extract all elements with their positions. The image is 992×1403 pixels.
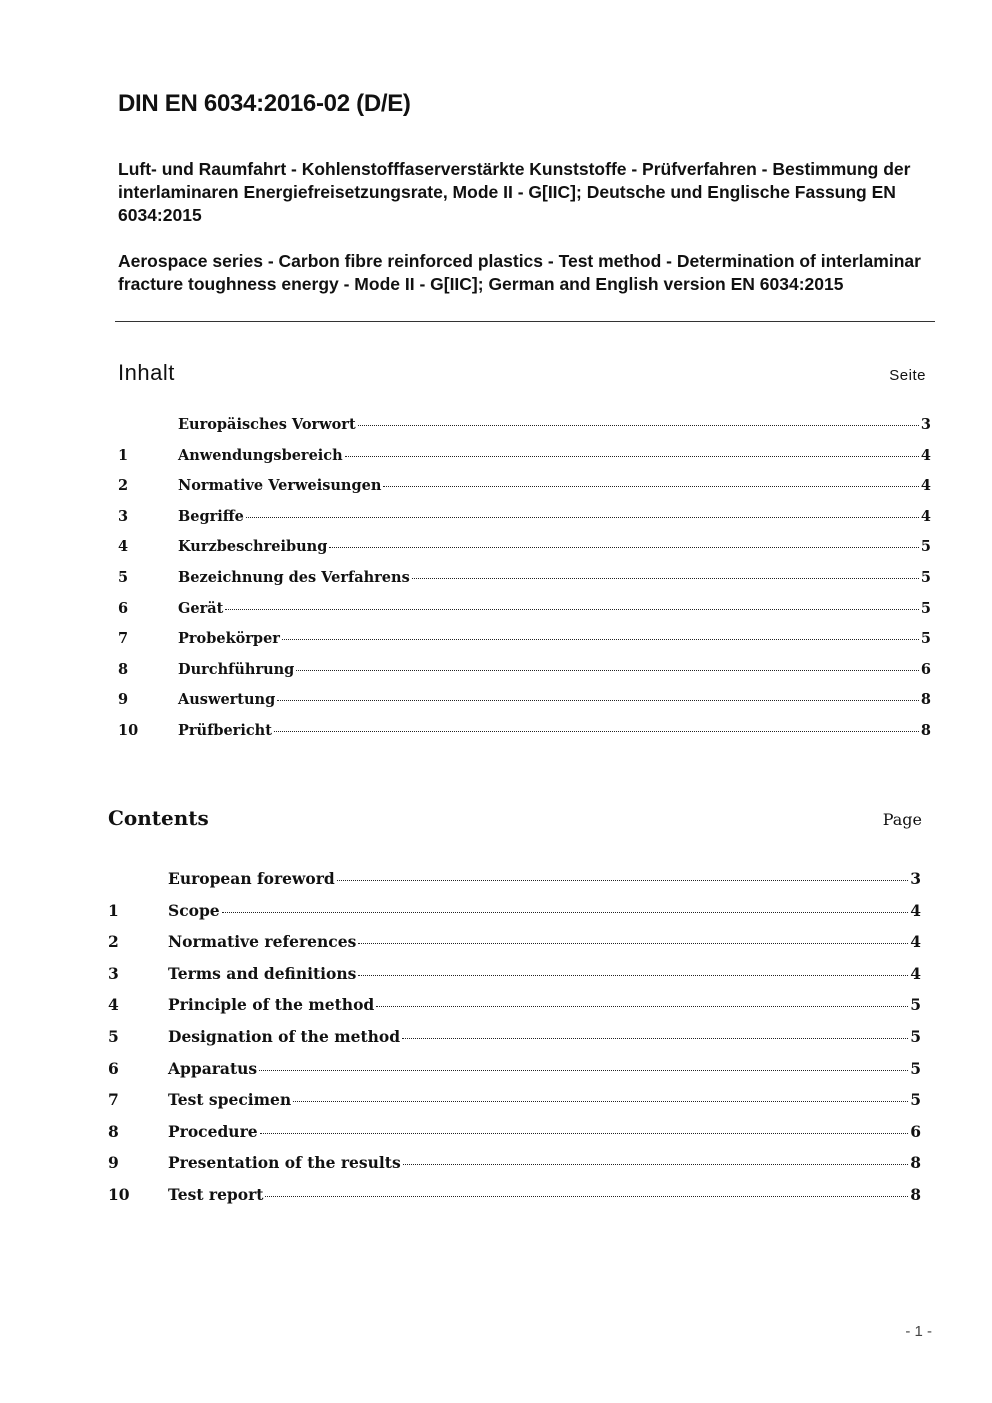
toc-entry-number: 10 bbox=[118, 721, 139, 739]
toc-dot-leader bbox=[225, 609, 919, 610]
toc-dot-leader bbox=[412, 578, 919, 579]
toc-dot-leader bbox=[296, 670, 919, 671]
toc-entry-label: Gerät bbox=[178, 599, 224, 617]
toc-entry-number: 4 bbox=[108, 995, 119, 1015]
toc-dot-leader bbox=[358, 943, 908, 944]
toc-entry-page: 4 bbox=[910, 900, 921, 920]
toc-entry-label: Normative references bbox=[168, 932, 357, 952]
toc-entry-page: 4 bbox=[920, 446, 931, 464]
toc-entry-label: Designation of the method bbox=[168, 1026, 401, 1046]
toc-entry-label: Terms and definitions bbox=[168, 963, 357, 983]
toc-entry-number: 3 bbox=[118, 507, 129, 525]
toc-entry-page: 4 bbox=[920, 477, 931, 495]
toc-entry-label: Begriffe bbox=[178, 507, 244, 525]
toc-dot-leader bbox=[337, 880, 908, 881]
toc-entry[interactable] bbox=[108, 1153, 921, 1185]
toc-entry-label: European foreword bbox=[168, 869, 335, 888]
toc-entry-page: 5 bbox=[920, 599, 931, 617]
toc-entry-label: Test report bbox=[168, 1184, 264, 1204]
toc-header-german bbox=[118, 360, 926, 386]
toc-heading-german: Inhalt bbox=[118, 360, 175, 385]
toc-dot-leader bbox=[259, 1070, 908, 1071]
toc-entry-number: 8 bbox=[118, 660, 129, 678]
toc-dot-leader bbox=[222, 912, 909, 913]
document-title: DIN EN 6034:2016-02 (D/E) bbox=[118, 90, 411, 117]
toc-heading-english: Contents bbox=[108, 806, 209, 830]
toc-entry[interactable] bbox=[118, 600, 931, 631]
toc-entry-label: Apparatus bbox=[168, 1058, 258, 1078]
toc-dot-leader bbox=[402, 1038, 908, 1039]
toc-dot-leader bbox=[376, 1006, 908, 1007]
toc-entry-page: 5 bbox=[910, 1026, 921, 1046]
toc-entry-page: 5 bbox=[920, 538, 931, 556]
page-number: - 1 - bbox=[905, 1323, 932, 1340]
toc-page-label-german: Seite bbox=[889, 367, 926, 384]
toc-entry-page: 3 bbox=[920, 416, 931, 433]
toc-entry-number: 4 bbox=[118, 538, 129, 556]
toc-entry-page: 8 bbox=[920, 721, 931, 739]
toc-dot-leader bbox=[383, 486, 919, 487]
toc-entry-label: Kurzbeschreibung bbox=[178, 538, 328, 556]
toc-entry-number: 9 bbox=[118, 691, 129, 709]
toc-entry-label: Durchführung bbox=[178, 660, 295, 678]
toc-entry-number: 1 bbox=[118, 446, 129, 464]
toc-list-german bbox=[118, 416, 931, 753]
toc-entry-label: Test specimen bbox=[168, 1090, 292, 1110]
toc-entry[interactable] bbox=[118, 508, 931, 539]
toc-entry-page: 6 bbox=[910, 1121, 921, 1141]
toc-dot-leader bbox=[345, 456, 919, 457]
toc-dot-leader bbox=[293, 1101, 908, 1102]
toc-entry-label: Principle of the method bbox=[168, 995, 375, 1015]
toc-entry-page: 5 bbox=[920, 568, 931, 586]
toc-entry[interactable] bbox=[108, 869, 921, 901]
toc-dot-leader bbox=[282, 639, 919, 640]
toc-entry[interactable] bbox=[118, 661, 931, 692]
toc-entry-number: 6 bbox=[118, 599, 129, 617]
toc-entry-page: 8 bbox=[920, 691, 931, 709]
toc-entry-number: 10 bbox=[108, 1184, 130, 1204]
toc-header-english bbox=[108, 806, 922, 830]
toc-entry-number: 1 bbox=[108, 900, 119, 920]
toc-entry[interactable] bbox=[108, 1122, 921, 1154]
toc-dot-leader bbox=[358, 425, 919, 426]
toc-dot-leader bbox=[358, 975, 908, 976]
toc-entry-page: 4 bbox=[920, 507, 931, 525]
toc-entry-number: 7 bbox=[108, 1090, 119, 1110]
toc-dot-leader bbox=[265, 1196, 908, 1197]
toc-entry-page: 3 bbox=[910, 869, 921, 888]
toc-entry-page: 8 bbox=[910, 1153, 921, 1173]
toc-entry-label: Presentation of the results bbox=[168, 1153, 401, 1173]
toc-entry-page: 5 bbox=[910, 1058, 921, 1078]
toc-entry[interactable] bbox=[108, 932, 921, 964]
toc-entry[interactable] bbox=[118, 630, 931, 661]
document-subtitle-german: Luft- und Raumfahrt - Kohlenstofffaserverstärkte Kunststoffe - Prüfverfahren - Bestimmung der interlaminaren Energiefreisetzungsrate, Mode II - G[IIC]; Deutsche und Englische Fassung EN 6034:2015 bbox=[118, 159, 911, 225]
toc-entry-label: Europäisches Vorwort bbox=[178, 416, 356, 433]
toc-entry[interactable] bbox=[108, 1185, 921, 1217]
toc-list-english bbox=[108, 869, 921, 1217]
toc-entry[interactable] bbox=[108, 1090, 921, 1122]
toc-entry-label: Bezeichnung des Verfahrens bbox=[178, 568, 410, 586]
toc-entry[interactable] bbox=[118, 569, 931, 600]
toc-entry-number: 2 bbox=[118, 477, 129, 495]
toc-entry-number: 8 bbox=[108, 1121, 119, 1141]
toc-entry-label: Prüfbericht bbox=[178, 721, 272, 739]
toc-entry-number: 5 bbox=[118, 568, 129, 586]
toc-dot-leader bbox=[246, 517, 919, 518]
toc-dot-leader bbox=[277, 700, 919, 701]
toc-entry-page: 6 bbox=[920, 660, 931, 678]
toc-dot-leader bbox=[260, 1133, 909, 1134]
toc-entry[interactable] bbox=[118, 416, 931, 447]
toc-entry[interactable] bbox=[108, 995, 921, 1027]
toc-entry-label: Anwendungsbereich bbox=[178, 446, 343, 464]
toc-entry-label: Scope bbox=[168, 900, 220, 920]
toc-entry-number: 6 bbox=[108, 1058, 119, 1078]
toc-entry-label: Probekörper bbox=[178, 630, 280, 648]
toc-entry[interactable] bbox=[118, 447, 931, 478]
toc-entry-page: 5 bbox=[910, 995, 921, 1015]
toc-entry-number: 3 bbox=[108, 963, 119, 983]
toc-entry-number: 2 bbox=[108, 932, 119, 952]
toc-entry-page: 5 bbox=[920, 630, 931, 648]
toc-dot-leader bbox=[274, 731, 919, 732]
toc-dot-leader bbox=[329, 547, 919, 548]
toc-entry-number: 7 bbox=[118, 630, 129, 648]
toc-entry[interactable] bbox=[118, 477, 931, 508]
document-subtitle-english: Aerospace series - Carbon fibre reinforced plastics - Test method - Determination of interlaminar fracture toughness energy - Mode II - G[IIC]; German and English version EN 6034:2015 bbox=[118, 251, 921, 294]
toc-entry-number: 9 bbox=[108, 1153, 119, 1173]
toc-entry-page: 5 bbox=[910, 1090, 921, 1110]
toc-entry-page: 4 bbox=[910, 963, 921, 983]
toc-entry-page: 4 bbox=[910, 932, 921, 952]
toc-dot-leader bbox=[403, 1164, 909, 1165]
toc-entry[interactable] bbox=[108, 1059, 921, 1091]
toc-entry-label: Normative Verweisungen bbox=[178, 477, 382, 495]
toc-entry-label: Procedure bbox=[168, 1121, 258, 1141]
toc-entry[interactable] bbox=[118, 722, 931, 753]
toc-entry[interactable] bbox=[108, 964, 921, 996]
toc-entry[interactable] bbox=[118, 691, 931, 722]
toc-entry-page: 8 bbox=[910, 1184, 921, 1204]
toc-page-label-english: Page bbox=[882, 810, 922, 829]
toc-entry[interactable] bbox=[118, 538, 931, 569]
title-divider bbox=[115, 321, 935, 322]
toc-entry[interactable] bbox=[108, 1027, 921, 1059]
toc-entry-number: 5 bbox=[108, 1026, 119, 1046]
toc-entry-label: Auswertung bbox=[178, 691, 276, 709]
toc-entry[interactable] bbox=[108, 901, 921, 933]
